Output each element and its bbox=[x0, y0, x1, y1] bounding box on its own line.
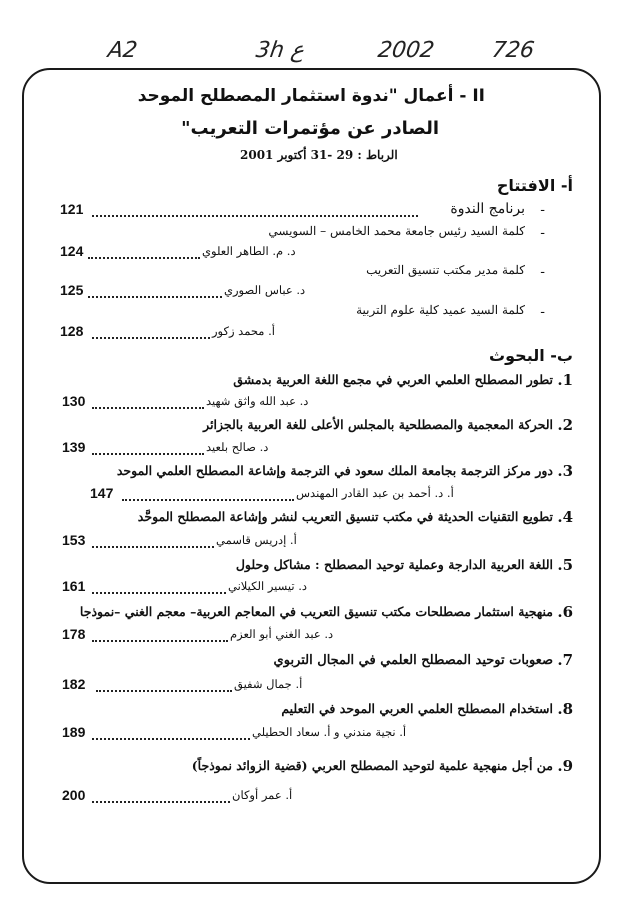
section-opening-heading: أ- الافتتاح bbox=[496, 176, 573, 195]
item-number: 2. bbox=[557, 416, 573, 434]
dot-leader bbox=[92, 640, 228, 642]
research-author: د. تيسير الكيلاني bbox=[228, 579, 308, 593]
page-number: 161 bbox=[62, 578, 86, 594]
opening-item-text: كلمة السيد عميد كلية علوم التربية bbox=[356, 303, 525, 317]
research-author: أ. عمر أوكان bbox=[232, 788, 293, 802]
item-number: 3. bbox=[557, 462, 573, 480]
item-number: 9. bbox=[557, 757, 573, 775]
handwritten-code-a2: A2 bbox=[106, 38, 139, 63]
item-number: 5. bbox=[557, 556, 573, 574]
opening-item-text: كلمة مدير مكتب تنسيق التعريب bbox=[366, 263, 525, 277]
dot-leader bbox=[122, 499, 294, 501]
title-line-2: الصادر عن مؤتمرات التعريب" bbox=[181, 118, 439, 139]
research-title: تطويع التقنيات الحديثة في مكتب تنسيق التعريب لنشر وإشاعة المصطلح الموحَّد bbox=[137, 509, 553, 524]
opening-item-text: برنامج الندوة bbox=[450, 201, 525, 217]
dot-leader bbox=[92, 801, 230, 803]
research-author: د. عبد الله واثق شهيد bbox=[206, 394, 309, 408]
handwritten-year: 2002 bbox=[376, 38, 436, 63]
bullet-dash: - bbox=[540, 304, 545, 320]
bullet-dash: - bbox=[540, 225, 545, 241]
title-line-1: II - أعمال "ندوة استثمار المصطلح الموحد bbox=[137, 86, 485, 106]
opening-item-text: كلمة السيد رئيس جامعة محمد الخامس – السويسي bbox=[268, 224, 525, 238]
dot-leader bbox=[96, 690, 232, 692]
handwritten-classmark: 3h ع bbox=[254, 38, 306, 63]
research-title: دور مركز الترجمة بجامعة الملك سعود في الترجمة وإشاعة المصطلح العلمي الموحد bbox=[116, 463, 553, 478]
dot-leader bbox=[92, 546, 214, 548]
opening-item-author: د. م. الطاهر العلوي bbox=[202, 244, 296, 258]
item-number: 1. bbox=[557, 371, 573, 389]
item-number: 8. bbox=[557, 700, 573, 718]
page-number: 200 bbox=[62, 787, 86, 803]
page-number: 139 bbox=[62, 439, 86, 455]
page-number: 124 bbox=[60, 243, 84, 259]
handwritten-number: 726 bbox=[490, 38, 536, 63]
dot-leader bbox=[92, 407, 204, 409]
research-title: من أجل منهجية علمية لتوحيد المصطلح العربي (قضية الزوائد نموذجاً) bbox=[191, 758, 553, 773]
dot-leader bbox=[88, 296, 222, 298]
research-title: صعوبات توحيد المصطلح العلمي في المجال التربوي bbox=[273, 653, 553, 668]
research-author: د. صالح بلعيد bbox=[206, 440, 269, 454]
bullet-dash: - bbox=[540, 202, 545, 218]
page-number: 121 bbox=[60, 201, 84, 217]
research-author: أ. د. أحمد بن عبد القادر المهندس bbox=[296, 486, 454, 500]
page-number: 147 bbox=[90, 485, 114, 501]
research-author: أ. إدريس قاسمي bbox=[216, 533, 297, 547]
research-title: اللغة العربية الدارجة وعملية توحيد المصطلح : مشاكل وحلول bbox=[235, 557, 553, 572]
dot-leader bbox=[92, 738, 250, 740]
page-number: 130 bbox=[62, 393, 86, 409]
research-title: تطور المصطلح العلمي العربي في مجمع اللغة العربية بدمشق bbox=[233, 372, 553, 387]
dot-leader bbox=[92, 215, 418, 217]
opening-item-author: د. عباس الصوري bbox=[224, 283, 306, 297]
opening-item-author: أ. محمد زكور bbox=[212, 324, 275, 338]
item-number: 4. bbox=[557, 508, 573, 526]
section-research-heading: ب- البحوث bbox=[489, 346, 573, 365]
page-number: 128 bbox=[60, 323, 84, 339]
research-title: الحركة المعجمية والمصطلحية بالمجلس الأعلى للغة العربية بالجزائر bbox=[203, 417, 553, 432]
dot-leader bbox=[92, 337, 210, 339]
research-author: أ. نجية مندني و أ. سعاد الحطيلي bbox=[252, 725, 407, 739]
dot-leader bbox=[92, 453, 204, 455]
page-number: 178 bbox=[62, 626, 86, 642]
page-number: 125 bbox=[60, 282, 84, 298]
page-number: 153 bbox=[62, 532, 86, 548]
item-number: 6. bbox=[557, 603, 573, 621]
page-number: 189 bbox=[62, 724, 86, 740]
research-title: منهجية استثمار مصطلحات مكتب تنسيق التعريب في المعاجم العربية– معجم الغني –نموذجا bbox=[79, 604, 553, 619]
dot-leader bbox=[92, 592, 226, 594]
research-author: أ. جمال شفيق bbox=[234, 677, 303, 691]
research-author: د. عبد الغني أبو العزم bbox=[230, 627, 334, 641]
item-number: 7. bbox=[557, 651, 573, 669]
page-number: 182 bbox=[62, 676, 86, 692]
bullet-dash: - bbox=[540, 264, 545, 280]
research-title: استخدام المصطلح العلمي العربي الموحد في التعليم bbox=[281, 701, 553, 716]
venue-date: الرباط : 29 -31 أكتوبر 2001 bbox=[240, 148, 398, 162]
dot-leader bbox=[88, 257, 200, 259]
